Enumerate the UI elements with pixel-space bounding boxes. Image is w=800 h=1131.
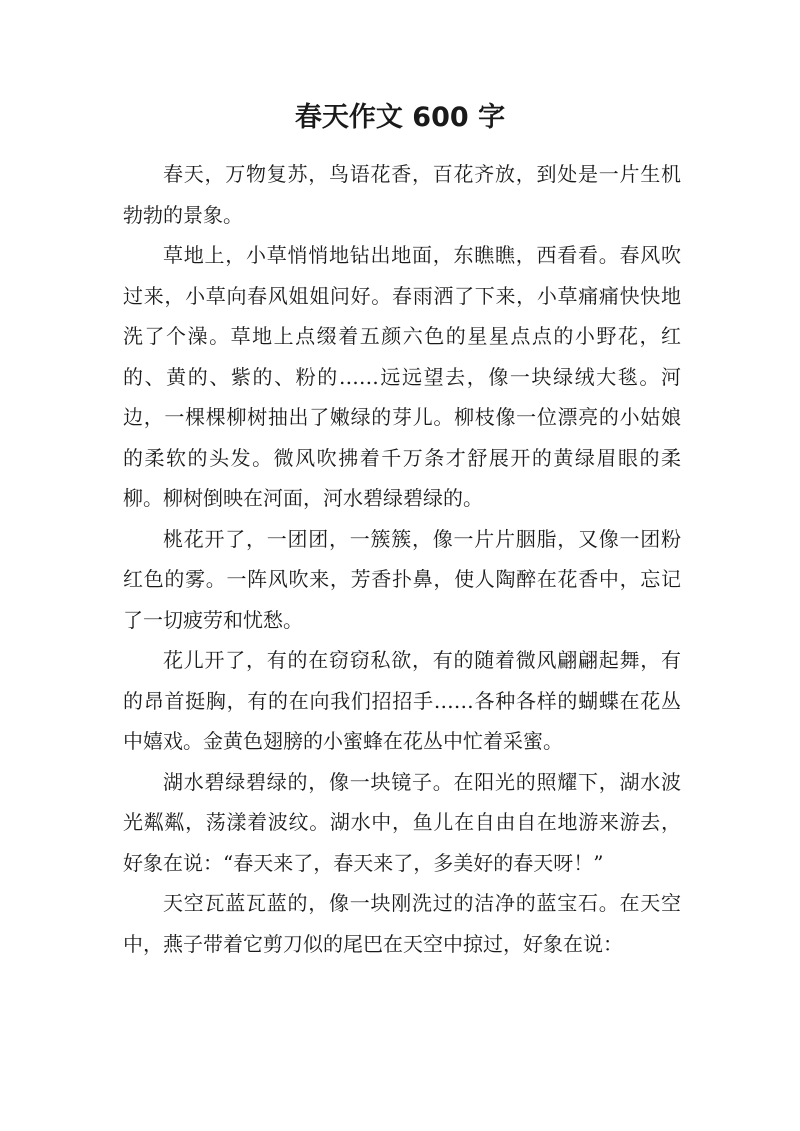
document-title: 春天作文 600 字 [294, 102, 506, 133]
paragraph-3: 桃花开了，一团团，一簇簇，像一片片胭脂，又像一团粉红色的雾。一阵风吹来，芳香扑鼻，使人陶醉在花香中，忘记了一切疲劳和忧愁。 [123, 526, 681, 632]
paragraph-1: 春天，万物复苏，鸟语花香，百花齐放，到处是一片生机勃勃的景象。 [123, 162, 681, 227]
paragraph-6: 天空瓦蓝瓦蓝的，像一块刚洗过的洁净的蓝宝石。在天空中，燕子带着它剪刀似的尾巴在天空中掠过，好象在说： [123, 891, 681, 956]
paragraph-4: 花儿开了，有的在窃窃私欲，有的随着微风翩翩起舞，有的昂首挺胸，有的在向我们招招手……各种各样的蝴蝶在花丛中嬉戏。金黄色翅膀的小蜜蜂在花丛中忙着采蜜。 [123, 648, 681, 753]
document-body [123, 154, 681, 964]
paragraph-2: 草地上，小草悄悄地钻出地面，东瞧瞧，西看看。春风吹过来，小草向春风姐姐问好。春雨洒了下来，小草痛痛快快地洗了个澡。草地上点缀着五颜六色的星星点点的小野花，红的、黄的、紫的、粉的……远远望去，像一块绿绒大毯。河边，一棵棵柳树抽出了嫩绿的芽儿。柳枝像一位漂亮的小姑娘的柔软的头发。微风吹拂着千万条才舒展开的黄绿眉眼的柔柳。柳树倒映在河面，河水碧绿碧绿的。 [123, 243, 681, 510]
paragraph-5: 湖水碧绿碧绿的，像一块镜子。在阳光的照耀下，湖水波光粼粼，荡漾着波纹。湖水中，鱼儿在自由自在地游来游去，好象在说：“春天来了，春天来了，多美好的春天呀！” [123, 769, 681, 875]
